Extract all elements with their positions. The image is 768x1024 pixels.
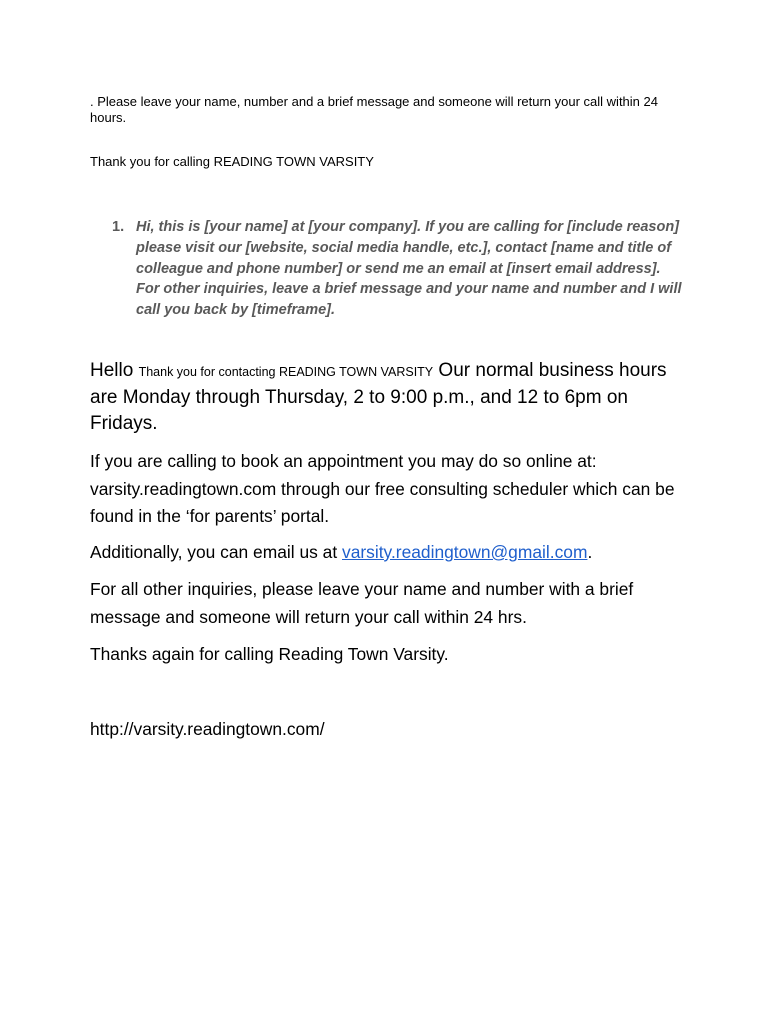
greeting-thanks-contacting: Thank you for contacting READING TOWN VARSITY xyxy=(138,365,434,379)
email-link[interactable]: varsity.readingtown@gmail.com xyxy=(342,542,588,562)
thanks-again-paragraph: Thanks again for calling Reading Town Varsity. xyxy=(90,644,449,664)
email-paragraph xyxy=(90,539,690,567)
thanks-for-calling: Thank you for calling READING TOWN VARSITY xyxy=(90,154,374,169)
script-text: Hi, this is [your name] at [your company]. If you are calling for [include reason] please visit our [website, social media handle, etc.], contact [name and title of colleague and phone number] or send me an email at [insert email address]. For other inquiries, leave a brief message and your name and number and I will call you back by [timeframe]. xyxy=(136,219,682,319)
website-url: http://varsity.readingtown.com/ xyxy=(90,719,325,739)
greeting-hours: Our normal business hours are Monday through Thursday, 2 to 9:00 p.m., and 12 to 6pm on Fridays. xyxy=(90,360,667,434)
booking-paragraph: If you are calling to book an appointment you may do so online at: varsity.readingtown.com through our free consulting scheduler which can be found in the ‘for parents’ portal. xyxy=(90,451,675,526)
intro-message: . Please leave your name, number and a brief message and someone will return your call within 24 hours. xyxy=(90,94,658,125)
email-prefix: Additionally, you can email us at xyxy=(90,542,338,562)
script-list xyxy=(112,217,682,321)
list-number: 1. xyxy=(112,219,125,235)
greeting-paragraph xyxy=(90,358,680,437)
email-suffix: . xyxy=(587,542,593,562)
greeting-hello: Hello xyxy=(90,360,134,381)
other-inquiries-paragraph: For all other inquiries, please leave your name and number with a brief message and someone will return your call within 24 hrs. xyxy=(90,579,634,627)
